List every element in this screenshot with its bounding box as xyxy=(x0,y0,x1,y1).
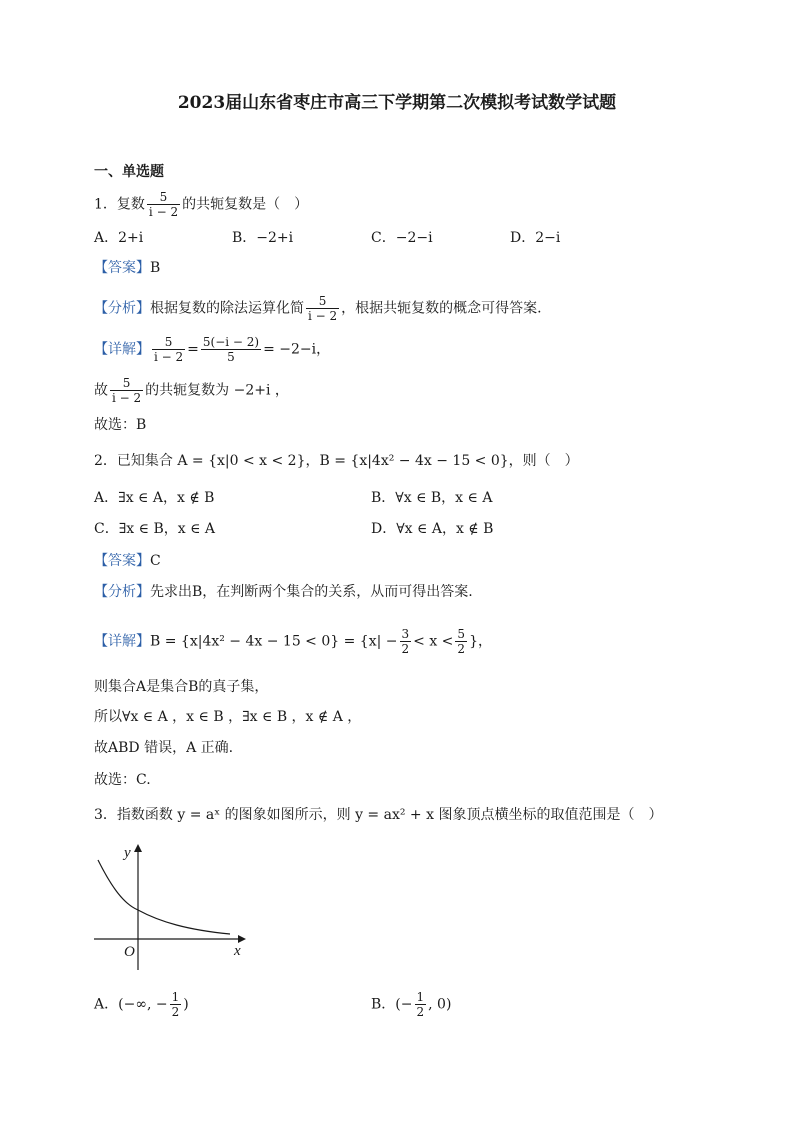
q2-detail xyxy=(94,627,492,656)
q1-line2-fraction xyxy=(110,376,143,405)
q1-option-b: B．−2+i xyxy=(232,230,294,246)
q1-analysis-frac-num: 5 xyxy=(306,294,339,309)
y-axis-arrow-icon xyxy=(134,844,142,852)
answer-tag: 【答案】 xyxy=(94,260,150,276)
q1-answer xyxy=(94,258,160,278)
q1-option-c: C．−2−i xyxy=(371,230,433,246)
q1-line2-suffix: 的共轭复数为 −2+i ， xyxy=(145,382,289,399)
q1-detail-frac1 xyxy=(152,335,185,364)
q3-option-a-den: 2 xyxy=(171,1005,180,1019)
q2-stem: 2．已知集合 A = {x|0 < x < 2}，B = {x|4x² − 4x − 15 < 0}，则（ ） xyxy=(94,453,579,469)
q3-option-a-num: 1 xyxy=(171,990,180,1004)
x-axis-arrow-icon xyxy=(238,935,246,943)
q1-analysis xyxy=(94,294,542,323)
q3-option-b-num: 1 xyxy=(416,990,425,1004)
q2-answer-value: C xyxy=(150,553,161,569)
q2-detail-frac1-den: 2 xyxy=(401,642,410,656)
q3-exponential-graph xyxy=(88,838,258,976)
q1-analysis-fraction xyxy=(306,294,339,323)
q1-suffix: 的共轭复数是（ ） xyxy=(182,196,309,213)
q1-detail-frac1-num: 5 xyxy=(152,335,185,350)
q1-option-a: A．2+i xyxy=(94,230,144,246)
q1-detail-frac2-den: 5 xyxy=(227,350,235,364)
q2-detail-b: < x < xyxy=(413,633,454,650)
q1-answer-value: B xyxy=(150,260,161,276)
q2-detail-frac1 xyxy=(400,627,412,656)
q2-detail-frac2 xyxy=(455,627,467,656)
q3-stem: 3．指数函数 y = aˣ 的图象如图所示，则 y = ax² + x 图象顶点横坐标的取值范围是（ ） xyxy=(94,807,663,823)
q3-option-b xyxy=(371,990,451,1019)
q3-option-a xyxy=(94,990,189,1019)
q1-detail xyxy=(94,335,330,364)
q1-choose: 故选：B xyxy=(94,417,147,433)
q3-option-a-close: ) xyxy=(183,996,189,1013)
exponential-curve xyxy=(98,860,230,934)
q1-frac-den: i − 2 xyxy=(148,205,179,219)
answer-tag: 【答案】 xyxy=(94,553,150,569)
q1-detail-frac2-num: 5(−i − 2) xyxy=(202,335,260,349)
section-heading: 一、单选题 xyxy=(94,164,164,180)
q2-detail-frac1-num: 3 xyxy=(401,627,410,641)
q2-detail-frac2-den: 2 xyxy=(457,642,466,656)
q1-option-d: D．2−i xyxy=(510,230,561,246)
y-axis-label: y xyxy=(124,845,131,861)
q2-option-c: C．∃x ∈ B，x ∈ A xyxy=(94,521,216,537)
q3-option-b-prefix: B． xyxy=(371,996,396,1013)
page-title: 2023届山东省枣庄市高三下学期第二次模拟考试数学试题 xyxy=(177,93,617,113)
q1-detail-eq: = xyxy=(187,341,199,358)
q1-line2-prefix: 故 xyxy=(94,382,108,399)
detail-tag: 【详解】 xyxy=(94,341,150,358)
q3-option-b-open: (− xyxy=(395,996,413,1013)
q1-conclusion xyxy=(94,376,289,405)
q1-analysis-a: 根据复数的除法运算化简 xyxy=(150,300,304,317)
q1-detail-frac2 xyxy=(201,335,261,364)
q3-option-a-open: (−∞, − xyxy=(118,996,168,1013)
q1-line2-frac-num: 5 xyxy=(110,376,143,391)
q2-line-1: 则集合A是集合B的真子集， xyxy=(94,679,269,695)
q2-line-2: 所以∀x ∈ A ，x ∈ B ，∃x ∈ B ，x ∉ A ， xyxy=(94,709,362,725)
q2-option-d: D．∀x ∈ A，x ∉ B xyxy=(371,521,494,537)
q2-option-a: A．∃x ∈ A，x ∉ B xyxy=(94,490,215,506)
q3-option-a-fraction xyxy=(170,990,182,1019)
detail-tag: 【详解】 xyxy=(94,633,150,650)
q1-frac-num: 5 xyxy=(147,190,180,205)
q3-option-a-prefix: A． xyxy=(94,996,119,1013)
q2-answer xyxy=(94,551,161,571)
q1-analysis-b: ，根据共轭复数的概念可得答案. xyxy=(341,300,542,317)
analysis-tag: 【分析】 xyxy=(94,300,150,317)
q2-analysis-text: 先求出B，在判断两个集合的关系，从而可得出答案. xyxy=(150,584,473,600)
q2-line-3: 故ABD 错误，A 正确. xyxy=(94,740,234,756)
q1-analysis-frac-den: i − 2 xyxy=(308,309,338,323)
q2-detail-a: B = {x|4x² − 4x − 15 < 0} = {x| − xyxy=(150,633,398,650)
x-axis-label: x xyxy=(234,943,241,959)
q3-option-b-fraction xyxy=(415,990,427,1019)
q3-option-b-close: , 0) xyxy=(428,996,452,1013)
analysis-tag: 【分析】 xyxy=(94,584,150,600)
q1-line2-frac-den: i − 2 xyxy=(112,391,142,405)
q1-stem xyxy=(94,190,308,219)
q1-detail-result: = −2−i， xyxy=(263,341,331,358)
q1-prefix: 1．复数 xyxy=(94,196,145,213)
q1-detail-frac1-den: i − 2 xyxy=(154,350,184,364)
origin-label: O xyxy=(124,944,135,960)
q1-fraction xyxy=(147,190,180,219)
q2-option-b: B．∀x ∈ B，x ∈ A xyxy=(371,490,493,506)
q2-detail-c: }， xyxy=(469,633,492,650)
q2-line-4: 故选：C. xyxy=(94,772,151,788)
q3-option-b-den: 2 xyxy=(416,1005,425,1019)
q2-detail-frac2-num: 5 xyxy=(457,627,466,641)
q2-analysis xyxy=(94,582,473,602)
